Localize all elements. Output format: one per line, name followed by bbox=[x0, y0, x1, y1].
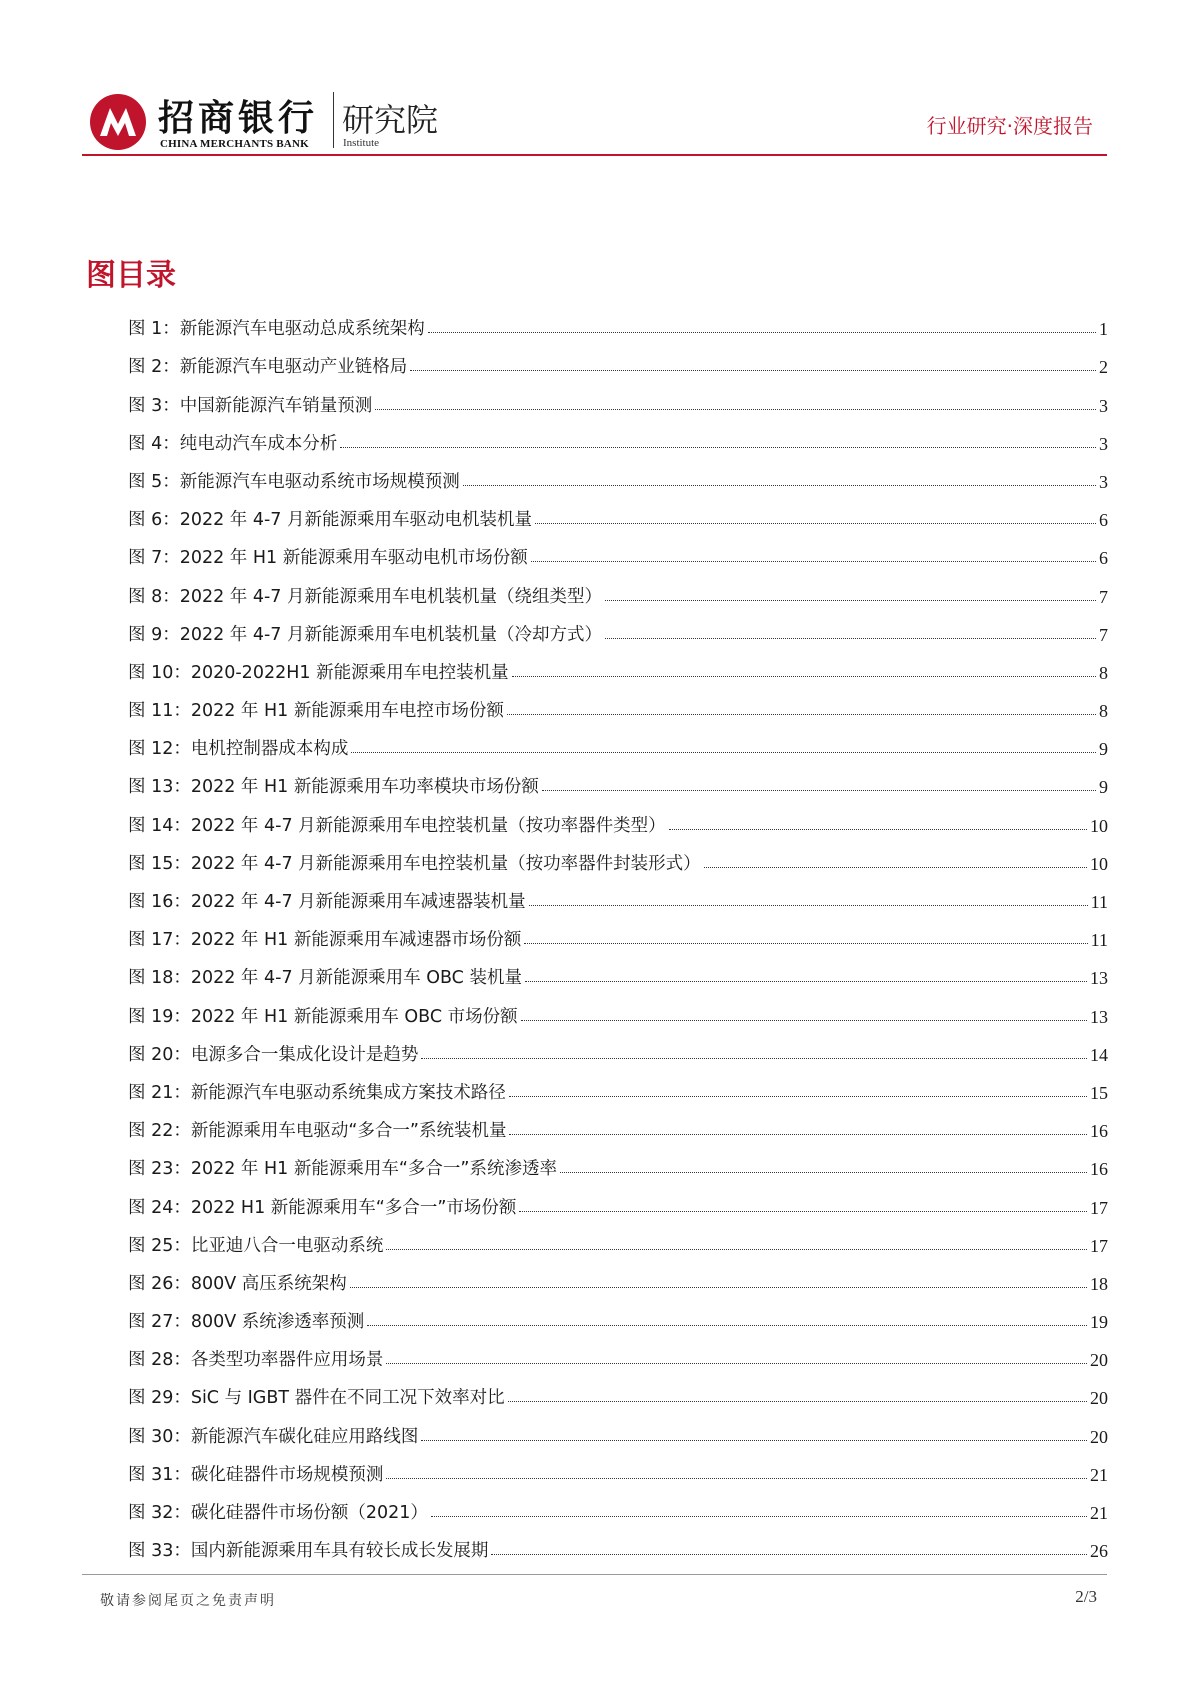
toc-entry-page[interactable]: 16 bbox=[1090, 1121, 1108, 1142]
institute-name-cn: 研究院 bbox=[342, 101, 439, 139]
toc-entry[interactable] bbox=[128, 1295, 1108, 1333]
toc-entry[interactable] bbox=[128, 837, 1108, 875]
toc-entry-label[interactable]: 图 22：新能源乘用车电驱动“多合一”系统装机量 bbox=[128, 1121, 507, 1142]
toc-entry-label[interactable]: 图 3：中国新能源汽车销量预测 bbox=[128, 395, 373, 416]
toc-title: 图目录 bbox=[86, 258, 176, 293]
toc-entry[interactable] bbox=[128, 1066, 1108, 1104]
footer-rule bbox=[82, 1574, 1107, 1575]
toc-leader-dots bbox=[463, 485, 1096, 486]
toc-entry-page[interactable]: 21 bbox=[1090, 1503, 1108, 1523]
toc-entry-page[interactable]: 19 bbox=[1090, 1312, 1108, 1333]
toc-entry-label[interactable]: 图 17：2022 年 H1 新能源乘用车减速器市场份额 bbox=[128, 930, 522, 951]
toc-entry-label[interactable]: 图 31：碳化硅器件市场规模预测 bbox=[128, 1464, 384, 1485]
document-type: 行业研究·深度报告 bbox=[926, 114, 1093, 138]
toc-entry-page[interactable]: 9 bbox=[1099, 739, 1108, 760]
toc-entry-label[interactable]: 图 5：新能源汽车电驱动系统市场规模预测 bbox=[128, 471, 460, 492]
toc-entry[interactable] bbox=[128, 302, 1108, 340]
toc-entry[interactable] bbox=[128, 569, 1108, 607]
toc-leader-dots bbox=[605, 638, 1096, 639]
toc-entry[interactable] bbox=[128, 455, 1108, 493]
toc-entry[interactable] bbox=[128, 646, 1108, 684]
toc-entry[interactable] bbox=[128, 684, 1108, 722]
toc-entry-page[interactable]: 20 bbox=[1090, 1388, 1108, 1409]
toc-entry[interactable] bbox=[128, 531, 1108, 569]
toc-entry-label[interactable]: 图 7：2022 年 H1 新能源乘用车驱动电机市场份额 bbox=[128, 548, 528, 569]
cmb-logo-icon bbox=[88, 92, 148, 152]
toc-entry[interactable] bbox=[128, 417, 1108, 455]
toc-entry[interactable] bbox=[128, 340, 1108, 378]
toc-leader-dots bbox=[507, 714, 1096, 715]
toc-entry-page[interactable]: 11 bbox=[1090, 930, 1108, 951]
toc-entry-page[interactable]: 6 bbox=[1099, 510, 1108, 531]
toc-entry-label[interactable]: 图 19：2022 年 H1 新能源乘用车 OBC 市场份额 bbox=[128, 1006, 518, 1027]
toc-leader-dots bbox=[508, 1401, 1087, 1402]
toc-entry[interactable] bbox=[128, 1180, 1108, 1218]
toc-entry-label[interactable]: 图 24：2022 H1 新能源乘用车“多合一”市场份额 bbox=[128, 1197, 517, 1218]
toc-leader-dots bbox=[421, 1058, 1087, 1059]
toc-leader-dots bbox=[669, 829, 1087, 830]
toc-entry-page[interactable]: 9 bbox=[1099, 777, 1108, 798]
toc-entry-page[interactable]: 21 bbox=[1090, 1464, 1108, 1485]
toc-leader-dots bbox=[704, 867, 1087, 868]
toc-entry-page[interactable]: 20 bbox=[1090, 1350, 1108, 1371]
toc-entry-label[interactable]: 图 21：新能源汽车电驱动系统集成方案技术路径 bbox=[128, 1082, 506, 1103]
toc-entry-label[interactable]: 图 33：国内新能源乘用车具有较长成长发展期 bbox=[128, 1541, 489, 1562]
toc-entry[interactable] bbox=[128, 1257, 1108, 1295]
toc-entry-label[interactable]: 图 26：800V 高压系统架构 bbox=[128, 1273, 347, 1294]
toc-leader-dots bbox=[350, 1287, 1087, 1288]
toc-leader-dots bbox=[509, 1096, 1087, 1097]
toc-entry[interactable] bbox=[128, 1524, 1108, 1562]
toc-entry[interactable] bbox=[128, 1409, 1108, 1447]
toc-leader-dots bbox=[525, 981, 1087, 982]
toc-leader-dots bbox=[531, 561, 1096, 562]
toc-entry[interactable] bbox=[128, 1142, 1108, 1180]
toc-entry-label[interactable]: 图 20：电源多合一集成化设计是趋势 bbox=[128, 1044, 419, 1065]
toc-entry[interactable] bbox=[128, 608, 1108, 646]
toc-leader-dots bbox=[351, 752, 1096, 753]
toc-entry[interactable] bbox=[128, 913, 1108, 951]
brand-name-en: CHINA MERCHANTS BANK bbox=[160, 138, 309, 150]
toc-leader-dots bbox=[560, 1172, 1087, 1173]
toc-entry-page[interactable]: 7 bbox=[1099, 586, 1108, 607]
toc-entry-page[interactable]: 17 bbox=[1090, 1235, 1108, 1256]
toc-entry-label[interactable]: 图 1：新能源汽车电驱动总成系统架构 bbox=[128, 319, 425, 340]
toc-leader-dots bbox=[431, 1516, 1087, 1517]
toc-leader-dots bbox=[605, 600, 1096, 601]
toc-leader-dots bbox=[421, 1440, 1087, 1441]
toc-entry-page[interactable]: 8 bbox=[1099, 701, 1108, 722]
toc-entry[interactable] bbox=[128, 1028, 1108, 1066]
toc-entry-page[interactable]: 17 bbox=[1090, 1197, 1108, 1218]
toc-entry-label[interactable]: 图 28：各类型功率器件应用场景 bbox=[128, 1350, 384, 1371]
toc-entry[interactable] bbox=[128, 875, 1108, 913]
toc-leader-dots bbox=[386, 1478, 1087, 1479]
toc-entry-page[interactable]: 16 bbox=[1090, 1159, 1108, 1180]
toc-entry-label[interactable]: 图 12：电机控制器成本构成 bbox=[128, 739, 349, 760]
toc-entry-label[interactable]: 图 27：800V 系统渗透率预测 bbox=[128, 1312, 365, 1333]
toc-entry-label[interactable]: 图 14：2022 年 4-7 月新能源乘用车电控装机量（按功率器件类型） bbox=[128, 815, 666, 836]
toc-leader-dots bbox=[386, 1249, 1087, 1250]
toc-entry[interactable] bbox=[128, 1219, 1108, 1257]
brand-name-cn: 招商银行 bbox=[158, 97, 319, 139]
toc-entry-label[interactable]: 图 16：2022 年 4-7 月新能源乘用车减速器装机量 bbox=[128, 892, 526, 912]
toc-entry-page[interactable]: 3 bbox=[1099, 395, 1108, 416]
toc-leader-dots bbox=[428, 332, 1096, 333]
toc-entry[interactable] bbox=[128, 493, 1108, 531]
toc-leader-dots bbox=[375, 409, 1096, 410]
toc-leader-dots bbox=[519, 1211, 1087, 1212]
toc-leader-dots bbox=[521, 1020, 1087, 1021]
toc-leader-dots bbox=[535, 523, 1096, 524]
toc-entry[interactable] bbox=[128, 1104, 1108, 1142]
toc-entry-page[interactable]: 18 bbox=[1090, 1273, 1108, 1294]
toc-entry-page[interactable]: 2 bbox=[1099, 357, 1108, 378]
toc-entry[interactable] bbox=[128, 378, 1108, 416]
toc-entry-page[interactable]: 6 bbox=[1099, 548, 1108, 569]
figure-list bbox=[128, 302, 1108, 1562]
page-number: 2/3 bbox=[1075, 1587, 1097, 1606]
disclaimer-text: 敬请参阅尾页之免责声明 bbox=[100, 1593, 276, 1609]
toc-entry-label[interactable]: 图 8：2022 年 4-7 月新能源乘用车电机装机量（绕组类型） bbox=[128, 586, 603, 607]
toc-entry-page[interactable]: 13 bbox=[1090, 968, 1108, 989]
toc-entry[interactable] bbox=[128, 798, 1108, 836]
toc-entry-label[interactable]: 图 9：2022 年 4-7 月新能源乘用车电机装机量（冷却方式） bbox=[128, 624, 603, 645]
toc-entry-label[interactable]: 图 10：2020-2022H1 新能源乘用车电控装机量 bbox=[128, 662, 509, 683]
toc-entry-label[interactable]: 图 23：2022 年 H1 新能源乘用车“多合一”系统渗透率 bbox=[128, 1159, 557, 1180]
toc-leader-dots bbox=[410, 370, 1096, 371]
toc-entry-page[interactable]: 3 bbox=[1099, 471, 1108, 492]
toc-entry-page[interactable]: 10 bbox=[1090, 853, 1108, 874]
toc-entry-page[interactable]: 11 bbox=[1090, 892, 1108, 912]
toc-entry-label[interactable]: 图 18：2022 年 4-7 月新能源乘用车 OBC 装机量 bbox=[128, 968, 522, 989]
toc-entry-label[interactable]: 图 30：新能源汽车碳化硅应用路线图 bbox=[128, 1426, 419, 1447]
toc-entry[interactable] bbox=[128, 760, 1108, 798]
toc-entry[interactable] bbox=[128, 1333, 1108, 1371]
toc-entry[interactable] bbox=[128, 1448, 1108, 1486]
toc-entry-page[interactable]: 3 bbox=[1099, 433, 1108, 454]
toc-entry-page[interactable]: 26 bbox=[1090, 1541, 1108, 1562]
toc-entry-page[interactable]: 13 bbox=[1090, 1006, 1108, 1027]
toc-entry-label[interactable]: 图 11：2022 年 H1 新能源乘用车电控市场份额 bbox=[128, 701, 504, 722]
toc-leader-dots bbox=[529, 905, 1088, 906]
toc-entry[interactable] bbox=[128, 989, 1108, 1027]
toc-entry-label[interactable]: 图 29：SiC 与 IGBT 器件在不同工况下效率对比 bbox=[128, 1388, 505, 1409]
toc-entry[interactable] bbox=[128, 1371, 1108, 1409]
brand-divider bbox=[333, 92, 334, 148]
toc-leader-dots bbox=[512, 676, 1096, 677]
toc-leader-dots bbox=[386, 1363, 1087, 1364]
institute-name-en: Institute bbox=[343, 137, 380, 149]
toc-entry-page[interactable]: 1 bbox=[1099, 319, 1108, 340]
toc-entry-page[interactable]: 8 bbox=[1099, 662, 1108, 683]
toc-entry[interactable] bbox=[128, 722, 1108, 760]
toc-leader-dots bbox=[491, 1554, 1087, 1555]
toc-leader-dots bbox=[367, 1325, 1087, 1326]
toc-entry-page[interactable]: 20 bbox=[1090, 1426, 1108, 1447]
toc-leader-dots bbox=[524, 943, 1087, 944]
toc-leader-dots bbox=[340, 447, 1096, 448]
toc-entry-page[interactable]: 14 bbox=[1090, 1044, 1108, 1065]
toc-entry-label[interactable]: 图 13：2022 年 H1 新能源乘用车功率模块市场份额 bbox=[128, 777, 539, 798]
toc-entry[interactable] bbox=[128, 1486, 1108, 1524]
toc-entry-label[interactable]: 图 2：新能源汽车电驱动产业链格局 bbox=[128, 357, 408, 378]
toc-entry-label[interactable]: 图 25：比亚迪八合一电驱动系统 bbox=[128, 1235, 384, 1256]
toc-entry-label[interactable]: 图 32：碳化硅器件市场份额（2021） bbox=[128, 1503, 428, 1523]
toc-entry-page[interactable]: 7 bbox=[1099, 624, 1108, 645]
toc-entry-label[interactable]: 图 15：2022 年 4-7 月新能源乘用车电控装机量（按功率器件封装形式） bbox=[128, 853, 701, 874]
toc-entry-page[interactable]: 10 bbox=[1090, 815, 1108, 836]
header-rule bbox=[82, 154, 1107, 156]
toc-leader-dots bbox=[542, 790, 1096, 791]
page-header bbox=[0, 0, 1189, 160]
toc-entry[interactable] bbox=[128, 951, 1108, 989]
toc-entry-label[interactable]: 图 4：纯电动汽车成本分析 bbox=[128, 433, 338, 454]
toc-leader-dots bbox=[509, 1134, 1087, 1135]
toc-entry-page[interactable]: 15 bbox=[1090, 1082, 1108, 1103]
toc-entry-label[interactable]: 图 6：2022 年 4-7 月新能源乘用车驱动电机装机量 bbox=[128, 510, 533, 531]
